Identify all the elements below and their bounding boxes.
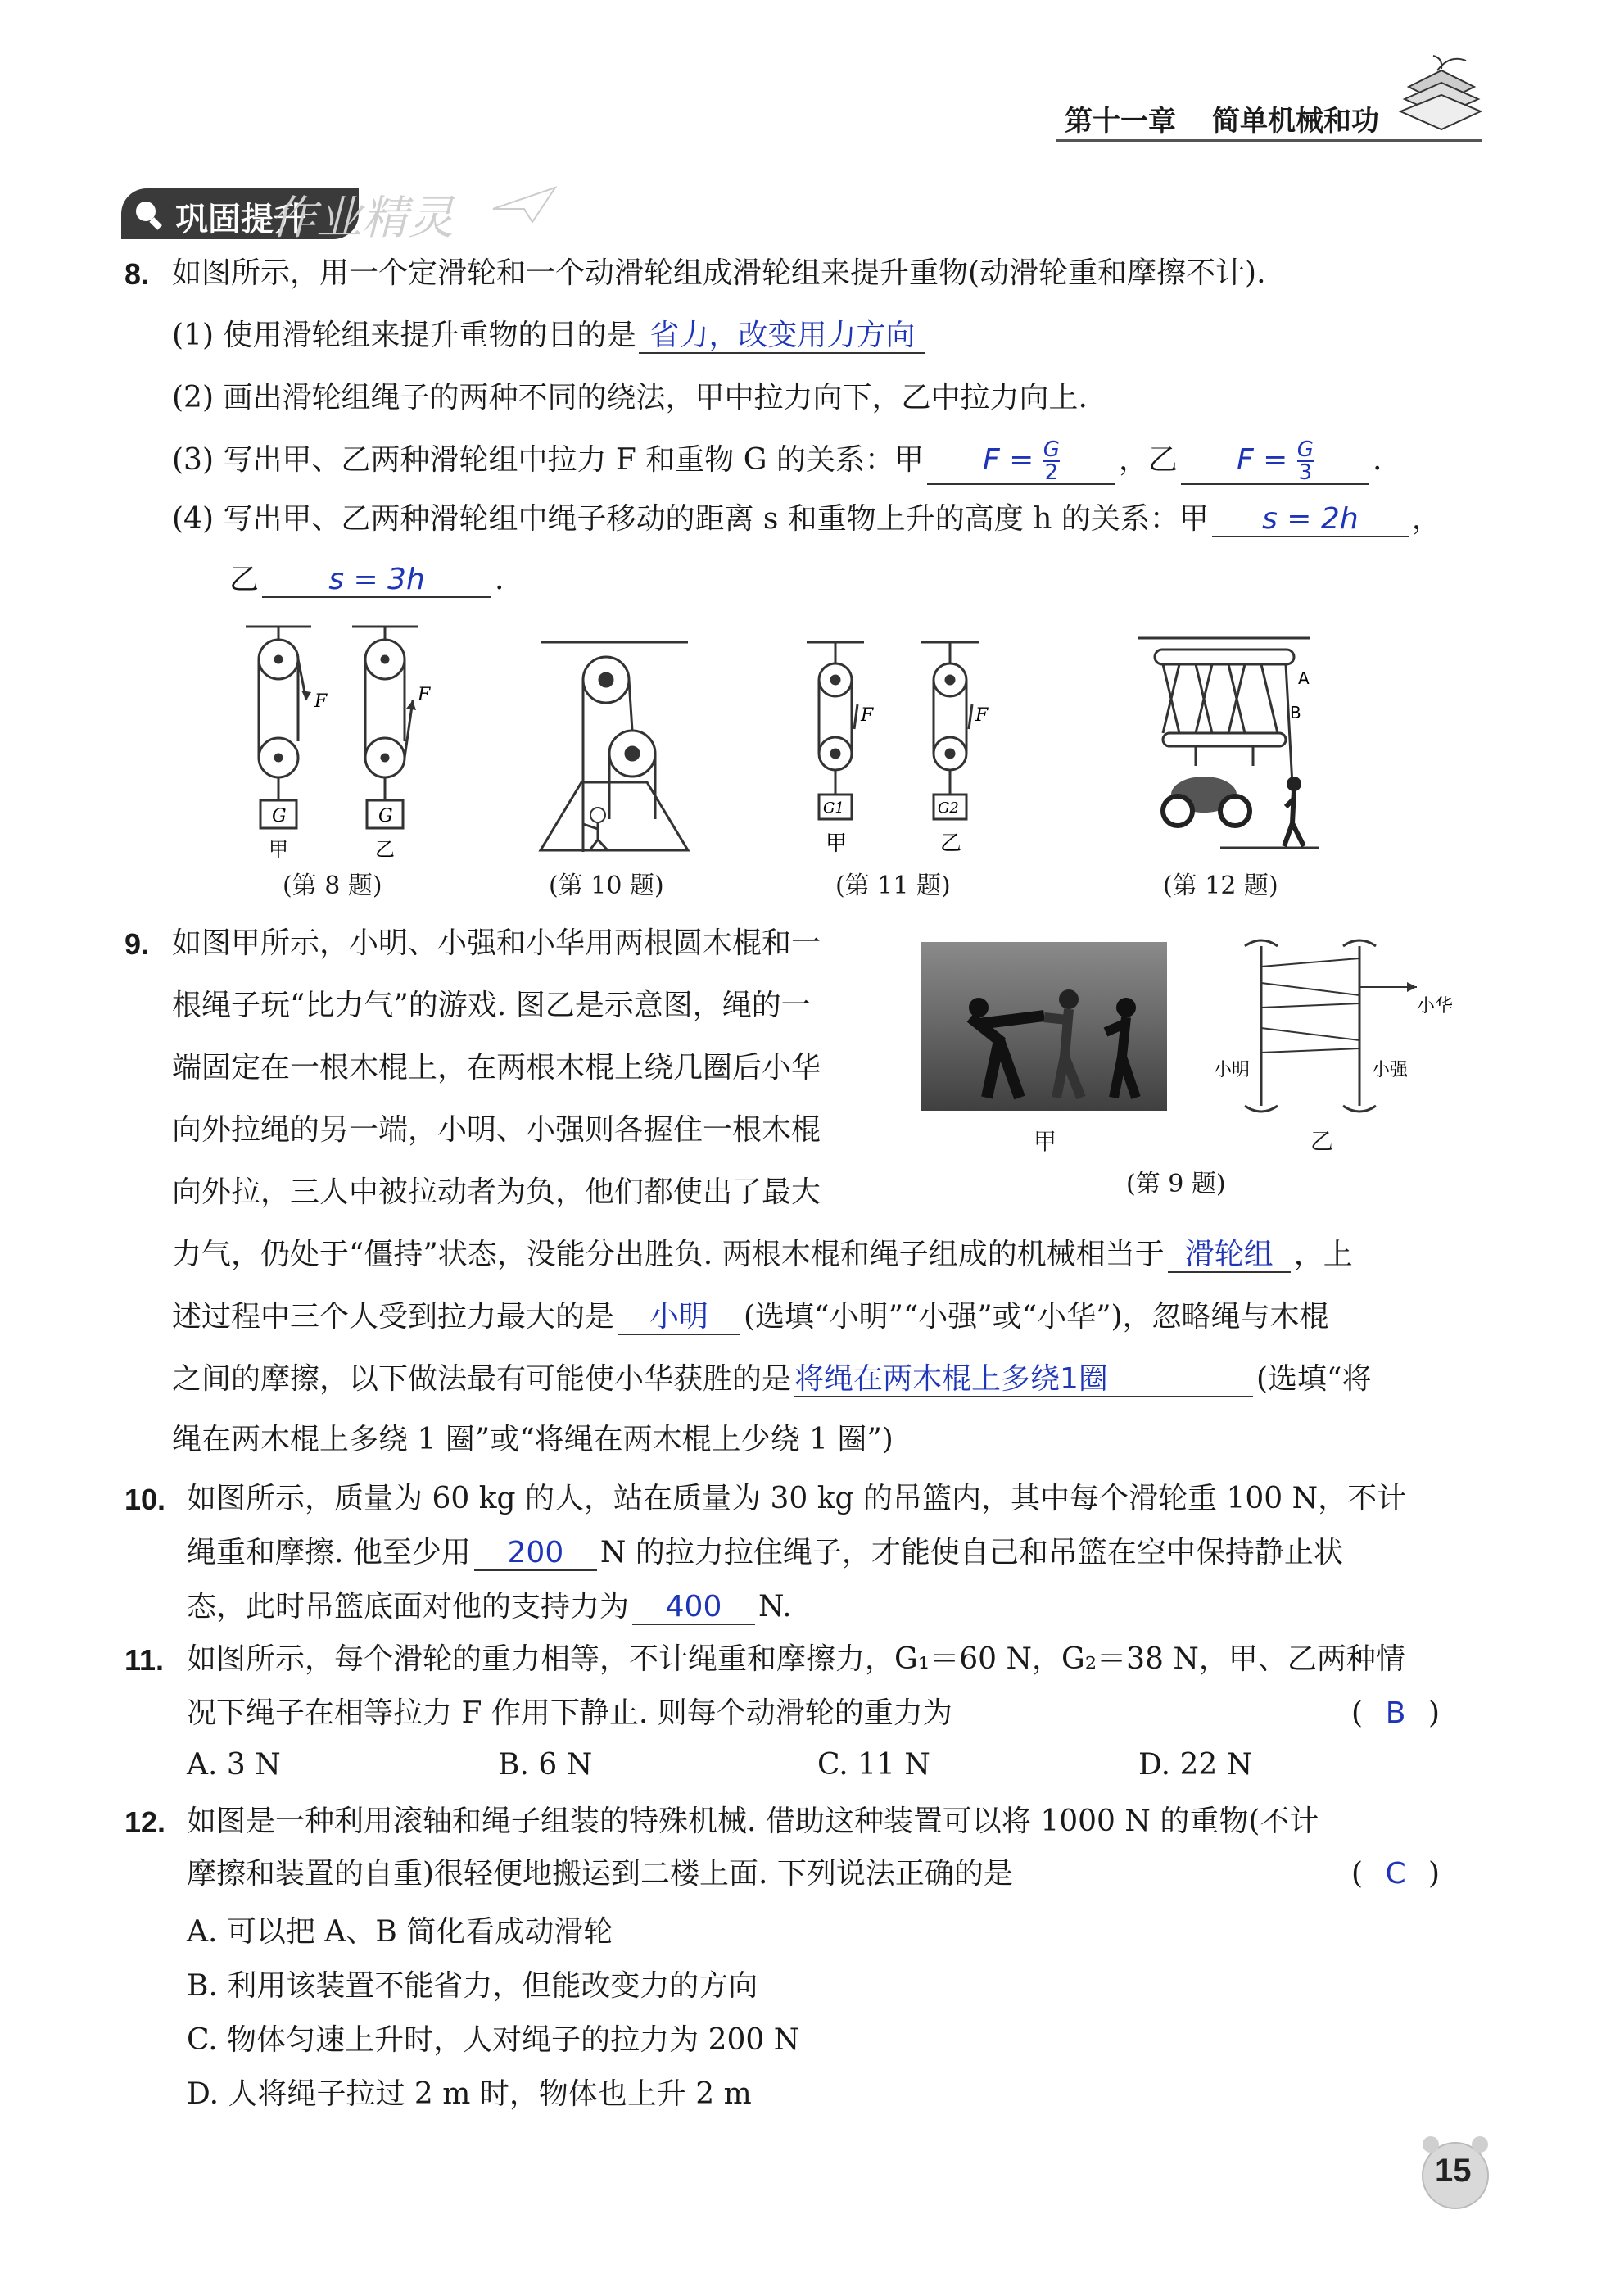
fig9-xiaoqiang: 小强 xyxy=(1372,1060,1409,1080)
q8-part4-end: . xyxy=(495,563,504,596)
q8-part4-line2 xyxy=(229,560,504,600)
q10-answer-force: 200 xyxy=(474,1537,597,1571)
page-number: 15 xyxy=(1435,2153,1472,2189)
q9-line6 xyxy=(172,1235,1353,1275)
q8-part4-comma: ， xyxy=(1411,502,1441,536)
figure-11 xyxy=(798,631,1003,860)
q10-line3-text: 态，此时吊篮底面对他的支持力为 xyxy=(187,1590,630,1624)
q8-part1-text: (1) 使用滑轮组来提升重物的目的是 xyxy=(172,319,636,352)
q12-line2: 摩擦和装置的自重)很轻便地搬运到二楼上面. 下列说法正确的是 xyxy=(187,1857,1013,1891)
q11-answer-paren: ( B ) xyxy=(1351,1694,1440,1733)
q8-part3-answer-jia xyxy=(927,439,1115,485)
q9-line5: 向外拉，三人中被拉动者为负，他们都使出了最大 xyxy=(172,1175,821,1209)
fig12-label-B: B xyxy=(1290,703,1301,722)
q9-answer-mechanism: 滑轮组 xyxy=(1168,1239,1291,1273)
q9-answer-method: 将绳在两木棍上多绕1圈 xyxy=(794,1363,1253,1397)
fig11-label-jia: 甲 xyxy=(826,831,848,856)
q10-line2 xyxy=(187,1533,1343,1573)
q10-line2-text: 绳重和摩擦. 他至少用 xyxy=(187,1536,471,1569)
q8-part3-answer-yi xyxy=(1181,439,1369,485)
figure-8 xyxy=(238,618,434,864)
q8-stem: 如图所示，用一个定滑轮和一个动滑轮组成滑轮组来提升重物(动滑轮重和摩擦不计). xyxy=(172,256,1266,290)
q9-line6-end: ，上 xyxy=(1293,1238,1353,1271)
q8-part3-frac-yi xyxy=(1297,439,1314,483)
q9-line7-end: (选填“小明”“小强”或“小华”)，忽略绳与木棍 xyxy=(744,1300,1329,1334)
q10-line2-end: N 的拉力拉住绳子，才能使自己和吊篮在空中保持静止状 xyxy=(599,1536,1343,1569)
fig8-label-yi: 乙 xyxy=(375,838,395,861)
search-icon xyxy=(131,197,167,233)
q8-number: 8. xyxy=(124,257,150,291)
books-icon xyxy=(1392,54,1482,136)
figure-10 xyxy=(532,631,696,860)
fig8-caption: (第 8 题) xyxy=(283,872,382,900)
q12-option-a: A. 可以把 A、B 简化看成动滑轮 xyxy=(187,1915,613,1949)
q8-part3-text: (3) 写出甲、乙两种滑轮组中拉力 F 和重物 G 的关系：甲 xyxy=(172,443,924,477)
q9-line3: 端固定在一根木棍上，在两根木棍上绕几圈后小华 xyxy=(172,1051,821,1085)
q8-part3-end: . xyxy=(1372,443,1382,477)
q11-line2: 况下绳子在相等拉力 F 作用下静止. 则每个动滑轮的重力为 xyxy=(187,1696,952,1730)
chapter-title: 简单机械和功 xyxy=(1212,105,1379,138)
q9-line8 xyxy=(172,1360,1371,1399)
q10-line1: 如图所示，质量为 60 kg 的人，站在质量为 30 kg 的吊篮内，其中每个滑轮重 100 N，不计 xyxy=(187,1482,1407,1515)
fig8-G-jia: G xyxy=(272,806,287,826)
q8-part3-den-jia: 2 xyxy=(1044,460,1059,485)
fig12-label-A: A xyxy=(1298,668,1310,688)
fig11-G2: G2 xyxy=(938,799,959,817)
q11-answer: B xyxy=(1385,1696,1406,1730)
fig11-caption: (第 11 题) xyxy=(835,872,951,900)
q11-option-a: A. 3 N xyxy=(187,1748,281,1782)
q10-line3-end: N. xyxy=(758,1590,792,1624)
q9-line1: 如图甲所示，小明、小强和小华用两根圆木棍和一 xyxy=(172,926,821,960)
fig11-F-yi: F xyxy=(975,705,989,726)
q9-line9: 绳在两木棍上多绕 1 圈”或“将绳在两木棍上少绕 1 圈”) xyxy=(172,1423,894,1456)
q8-part3-frac-jia xyxy=(1043,439,1060,483)
q8-part3-mid: ，乙 xyxy=(1118,443,1178,477)
q8-part4-text: (4) 写出甲、乙两种滑轮组中绳子移动的距离 s 和重物上升的高度 h 的关系：甲 xyxy=(172,502,1209,536)
fig8-F-yi: F xyxy=(418,685,431,705)
fig8-F-jia: F xyxy=(314,691,328,712)
q12-option-d: D. 人将绳子拉过 2 m 时，物体也上升 2 m xyxy=(187,2077,752,2111)
q12-option-b: B. 利用该装置不能省力，但能改变力的方向 xyxy=(187,1969,758,2003)
fig11-F-jia: F xyxy=(861,705,874,726)
q8-part3-num-jia: G xyxy=(1043,437,1060,462)
q8-part3-lhs-jia: F = xyxy=(982,443,1034,477)
q8-part3-lhs-yi: F = xyxy=(1237,443,1288,477)
q8-part3 xyxy=(172,439,1382,485)
q9-line8-text: 之间的摩擦，以下做法最有可能使小华获胜的是 xyxy=(172,1362,792,1396)
q9-line7 xyxy=(172,1297,1329,1337)
q10-number: 10. xyxy=(124,1483,166,1516)
q8-part3-den-yi: 3 xyxy=(1298,460,1313,485)
q11-option-b: B. 6 N xyxy=(498,1748,593,1782)
q9-line2: 根绳子玩“比力气”的游戏. 图乙是示意图，绳的一 xyxy=(172,989,811,1022)
fig11-G1: G1 xyxy=(823,799,844,817)
fig11-label-yi: 乙 xyxy=(940,831,962,856)
q9-answer-person: 小明 xyxy=(618,1301,740,1335)
fig9-label-jia: 甲 xyxy=(1034,1128,1057,1155)
q10-line3 xyxy=(187,1587,792,1627)
q11-number: 11. xyxy=(124,1643,165,1677)
q8-part1 xyxy=(172,316,929,355)
figure-9-photo xyxy=(921,942,1167,1111)
section-label: 巩固提升 xyxy=(175,201,306,238)
figure-9-diagram xyxy=(1196,930,1466,1126)
fig8-G-yi: G xyxy=(378,806,393,826)
fig9-xiaohua: 小华 xyxy=(1417,996,1454,1017)
watermark: 作业精灵 xyxy=(270,192,454,245)
q9-line7-text: 述过程中三个人受到拉力最大的是 xyxy=(172,1300,615,1334)
header-rule xyxy=(1056,139,1482,142)
q8-part4-yi: 乙 xyxy=(229,563,260,596)
q12-answer: C xyxy=(1385,1857,1406,1891)
q12-line1: 如图是一种利用滚轴和绳子组装的特殊机械. 借助这种装置可以将 1000 N 的重物(不计 xyxy=(187,1805,1319,1838)
q9-line6-text: 力气，仍处于“僵持”状态，没能分出胜负. 两根木棍和绳子组成的机械相当于 xyxy=(172,1238,1165,1271)
q9-line8-end: (选填“将 xyxy=(1256,1362,1372,1396)
fig9-caption: (第 9 题) xyxy=(1126,1170,1226,1198)
q12-option-c: C. 物体匀速上升时，人对绳子的拉力为 200 N xyxy=(187,2023,800,2057)
q8-part4-answer-jia: s = 2h xyxy=(1212,503,1409,537)
q8-part4 xyxy=(172,500,1441,539)
fig12-caption: (第 12 题) xyxy=(1163,872,1278,900)
fig9-label-yi: 乙 xyxy=(1310,1128,1334,1155)
q11-option-c: C. 11 N xyxy=(817,1748,930,1782)
chapter-label: 第十一章 xyxy=(1065,105,1176,138)
figure-9-photo-people xyxy=(921,942,1167,1111)
q12-number: 12. xyxy=(124,1805,166,1839)
q8-part2: (2) 画出滑轮组绳子的两种不同的绕法，甲中拉力向下，乙中拉力向上. xyxy=(172,381,1088,414)
q8-part3-num-yi: G xyxy=(1296,437,1314,462)
q8-part4-answer-yi: s = 3h xyxy=(262,564,491,598)
q9-number: 9. xyxy=(124,927,150,961)
fig9-xiaoming: 小明 xyxy=(1214,1060,1251,1080)
fig10-caption: (第 10 题) xyxy=(549,872,664,900)
q9-line4: 向外拉绳的另一端，小明、小强则各握住一根木棍 xyxy=(172,1113,821,1147)
fig8-label-jia: 甲 xyxy=(269,838,288,861)
q8-part1-answer: 省力，改变用力方向 xyxy=(639,319,925,354)
q11-line1: 如图所示，每个滑轮的重力相等，不计绳重和摩擦力，G₁＝60 N，G₂＝38 N，甲、乙两种情 xyxy=(187,1642,1405,1676)
figure-12 xyxy=(1130,627,1327,864)
paper-plane-icon xyxy=(491,184,557,225)
q10-answer-support: 400 xyxy=(632,1591,755,1625)
q12-answer-paren: ( C ) xyxy=(1351,1854,1440,1894)
q11-option-d: D. 22 N xyxy=(1138,1748,1253,1782)
